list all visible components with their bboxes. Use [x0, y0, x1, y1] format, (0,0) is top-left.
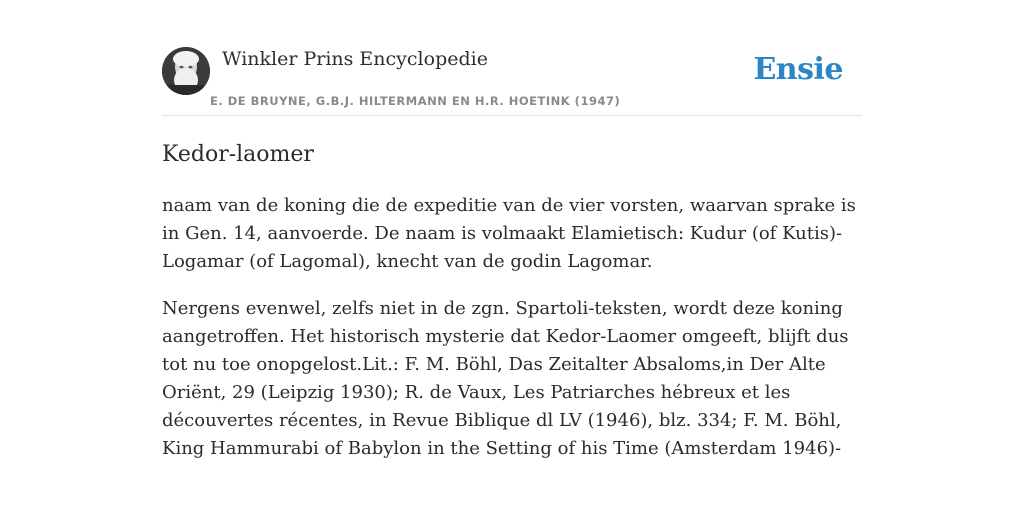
author-portrait-icon[interactable]	[162, 47, 210, 95]
book-authors: E. DE BRUYNE, G.B.J. HILTERMANN EN H.R. HOETINK (1947)	[210, 94, 621, 108]
entry-paragraph: Nergens evenwel, zelfs niet in de zgn. Spartoli-teksten, wordt deze koning aangetroffen. Het historisch mysterie dat Kedor-Laomer omgeeft, blijft dus tot nu toe onopgelost.Lit.: F. M. Böhl, Das Zeitalter Absaloms,in Der Alte Oriënt, 29 (Leipzig 1930); R. de Vaux, Les Patriarches hébreux et les découvertes récentes, in Revue Biblique dl LV (1946), blz. 334; F. M. Böhl, King Hammurabi of Babylon in the Setting of his Time (Amsterdam 1946)-	[162, 298, 849, 459]
entry-title: Kedor-laomer	[162, 142, 314, 167]
entry-body	[162, 192, 862, 482]
book-title[interactable]: Winkler Prins Encyclopedie	[222, 48, 488, 70]
entry-paragraph: naam van de koning die de expeditie van de vier vorsten, waarvan sprake is in Gen. 14, aanvoerde. De naam is volmaakt Elamietisch: Kudur (of Kutis)-Logamar (of Lagomal), knecht van de godin Lagomar.	[162, 195, 856, 272]
brand-logo-link[interactable]: Ensie	[753, 52, 843, 87]
site-header	[162, 46, 862, 116]
